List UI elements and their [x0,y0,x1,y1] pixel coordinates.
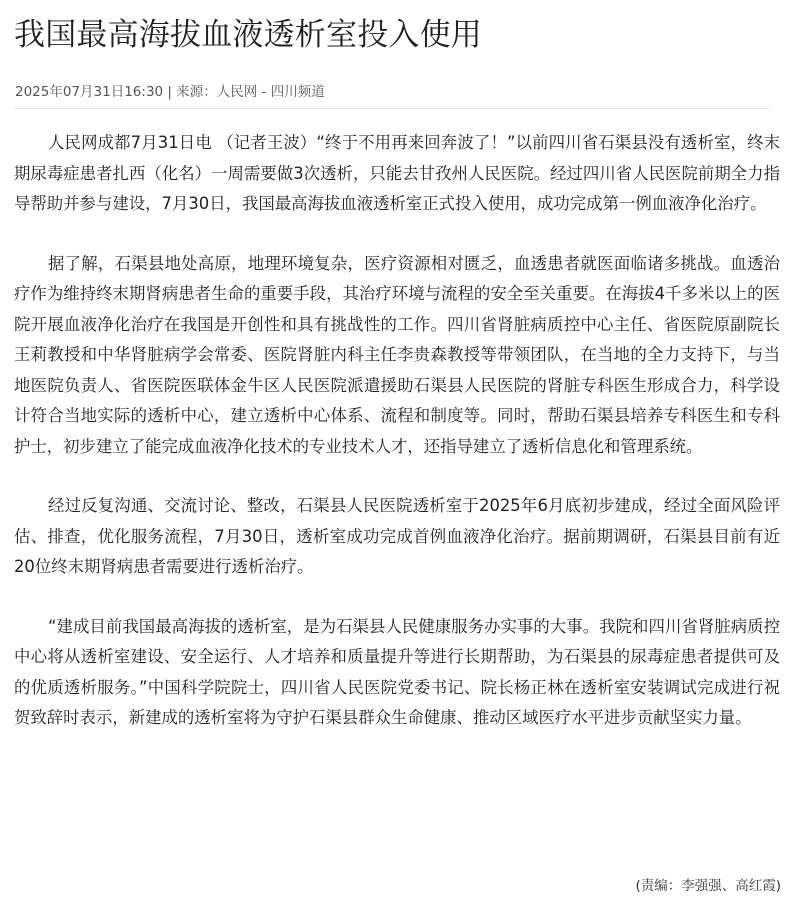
publish-datetime: 2025年07月31日16:30 [15,84,164,100]
article-meta [15,82,325,102]
source-link[interactable]: 人民网 - 四川频道 [216,84,325,100]
paragraph: “建成目前我国最高海拔的透析室，是为石渠县人民健康服务办实事的大事。我院和四川省肾脏病质控中心将从透析室建设、安全运行、人才培养和质量提升等进行长期帮助，为石渠县的尿毒症患者提供可及的优质透析服务。”中国科学院院士，四川省人民医院党委书记、院长杨正林在透析室安装调试完成进行祝贺致辞时表示，新建成的透析室将为守护石渠县群众生命健康、推动区域医疗水平进步贡献坚实力量。 [14,616,780,727]
editor-credit: (责编：李强强、高红霞) [635,878,781,894]
paragraph: 经过反复沟通、交流讨论、整改，石渠县人民医院透析室于2025年6月底初步建成，经过全面风险评估、排查，优化服务流程，7月30日，透析室成功完成首例血液净化治疗。据前期调研，石渠县目前有近20位终末期肾病患者需要进行透析治疗。 [14,496,780,576]
paragraph: 据了解，石渠县地处高原，地理环境复杂，医疗资源相对匮乏，血透患者就医面临诸多挑战。血透治疗作为维持终末期肾病患者生命的重要手段，其治疗环境与流程的安全至关重要。在海拔4千多米以上的医院开展血液净化治疗在我国是开创性和具有挑战性的工作。四川省肾脏病质控中心主任、省医院原副院长王莉教授和中华肾脏病学会常委、医院肾脏内科主任李贵森教授等带领团队，在当地的全力支持下，与当地医院负责人、省医院医联体金牛区人民医院派遣援助石渠县人民医院的肾脏专科医生形成合力，科学设计符合当地实际的透析中心，建立透析中心体系、流程和制度等。同时，帮助石渠县培养专科医生和专科护士，初步建立了能完成血液净化技术的专业技术人才，还指导建立了透析信息化和管理系统。 [14,253,780,456]
meta-separator: | [163,84,177,100]
divider [14,108,772,109]
source-label: 来源： [176,84,217,100]
paragraph: 人民网成都7月31日电 （记者王波）“终于不用再来回奔波了！”以前四川省石渠县没有透析室，终末期尿毒症患者扎西（化名）一周需要做3次透析，只能去甘孜州人民医院。经过四川省人民医院前期全力指导帮助并参与建设，7月30日，我国最高海拔血液透析室正式投入使用，成功完成第一例血液净化治疗。 [14,133,780,213]
article-title: 我国最高海拔血液透析室投入使用 [14,17,482,53]
article-body [14,128,780,763]
